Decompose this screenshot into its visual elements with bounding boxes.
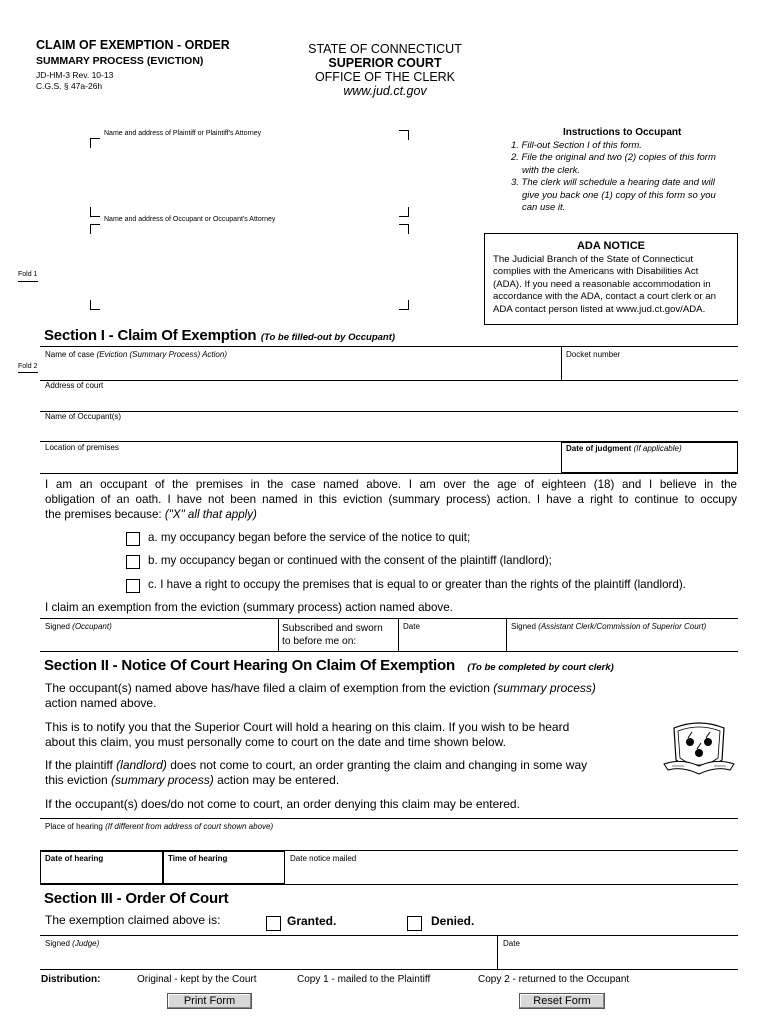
form-number: JD-HM-3 Rev. 10-13 bbox=[36, 70, 114, 80]
rule bbox=[40, 935, 738, 936]
rule bbox=[561, 346, 562, 380]
instruction-item: 1. Fill-out Section I of this form. bbox=[511, 140, 642, 151]
distribution-original: Original - kept by the Court bbox=[137, 974, 257, 985]
section-1-heading bbox=[44, 327, 395, 345]
print-form-button[interactable]: Print Form bbox=[167, 993, 252, 1009]
clerk-signature-input[interactable] bbox=[508, 632, 736, 650]
clerk-signed-hint: (Assistant Clerk/Commission of Superior Court) bbox=[538, 622, 707, 631]
corner-mark bbox=[399, 300, 409, 310]
option-c-checkbox[interactable] bbox=[126, 579, 140, 593]
case-name-hint: (Eviction (Summary Process) Action) bbox=[96, 350, 227, 359]
rule bbox=[40, 411, 738, 412]
premises-input[interactable] bbox=[42, 453, 557, 471]
rule bbox=[40, 618, 738, 619]
claim-statement: I claim an exemption from the eviction (summary process) action named above. bbox=[45, 601, 453, 614]
ada-line: ADA contact person listed at www.jud.ct.gov/ADA. bbox=[493, 303, 706, 315]
section-3-title: Section III - Order Of Court bbox=[44, 890, 229, 907]
statute: C.G.S. § 47a-26h bbox=[36, 81, 103, 91]
state-name: STATE OF CONNECTICUT bbox=[308, 42, 462, 56]
section-1-note: (To be filled-out by Occupant) bbox=[260, 332, 396, 343]
corner-mark bbox=[399, 224, 409, 234]
sworn-text bbox=[282, 622, 383, 648]
hearing-date-box[interactable] bbox=[40, 850, 163, 884]
rule bbox=[40, 473, 738, 474]
occupant-signature-label bbox=[45, 622, 112, 631]
notice-mailed-input[interactable] bbox=[288, 864, 736, 882]
order-date-input[interactable] bbox=[500, 949, 736, 967]
instruction-item: with the clerk. bbox=[522, 164, 581, 176]
sworn-line: to before me on: bbox=[282, 636, 357, 647]
corner-mark bbox=[90, 138, 100, 148]
court-website: www.jud.ct.gov bbox=[343, 84, 427, 98]
p1-italic: (summary process) bbox=[493, 681, 596, 695]
statement-line-text: the premises because: bbox=[45, 508, 162, 521]
premises-label: Location of premises bbox=[45, 443, 119, 452]
reset-form-button[interactable]: Reset Form bbox=[519, 993, 605, 1009]
fold-2-mark bbox=[18, 372, 38, 373]
rule bbox=[40, 346, 738, 347]
corner-mark bbox=[90, 207, 100, 217]
docket-number-input[interactable] bbox=[564, 360, 736, 378]
case-name-label-text: Name of case bbox=[45, 350, 95, 359]
occupant-statement bbox=[45, 477, 737, 522]
p2-line: This is to notify you that the Superior Court will hold a hearing on this claim. If you wish to be heard bbox=[45, 720, 570, 734]
signed-hint: (Occupant) bbox=[72, 622, 112, 631]
judge-hint: (Judge) bbox=[72, 939, 100, 948]
p1-text: The occupant(s) named above has/have filed a claim of exemption from the eviction bbox=[45, 681, 490, 695]
order-date-label: Date bbox=[503, 939, 520, 948]
fold-1-label: Fold 1 bbox=[18, 271, 38, 278]
rule bbox=[497, 935, 498, 969]
place-of-hearing-label bbox=[45, 822, 273, 831]
instruction-item: can use it. bbox=[522, 202, 566, 214]
p3-text: this eviction bbox=[45, 773, 108, 787]
clerk-office: OFFICE OF THE CLERK bbox=[314, 70, 456, 84]
case-name-label bbox=[45, 350, 227, 359]
judge-signature-label bbox=[45, 939, 99, 948]
place-label-text: Place of hearing bbox=[45, 822, 103, 831]
ada-notice-box bbox=[484, 233, 738, 325]
section-2-title: Section II - Notice Of Court Hearing On Claim Of Exemption bbox=[44, 657, 455, 674]
fold-1-mark bbox=[18, 281, 38, 282]
instruction-item: 2. File the original and two (2) copies of this form bbox=[511, 152, 716, 164]
rule bbox=[398, 618, 399, 651]
clerk-signature-label bbox=[511, 622, 706, 631]
hearing-date-label: Date of hearing bbox=[45, 854, 104, 863]
rule bbox=[40, 884, 738, 885]
section-1-title: Section I - Claim Of Exemption bbox=[44, 327, 257, 344]
section-2-heading bbox=[44, 657, 614, 675]
p3-italic: (landlord) bbox=[116, 758, 167, 772]
ada-title: ADA NOTICE bbox=[576, 240, 646, 252]
notice-mailed-label: Date notice mailed bbox=[290, 854, 357, 863]
ada-line: (ADA). If you need a reasonable accommodation in bbox=[493, 278, 711, 290]
granted-label: Granted. bbox=[287, 914, 337, 928]
section-2-paragraph-1 bbox=[45, 681, 596, 711]
judgment-date-label-text: Date of judgment bbox=[566, 444, 632, 453]
p2-line: about this claim, you must personally come to court on the date and time shown below. bbox=[45, 735, 506, 749]
form-title: CLAIM OF EXEMPTION - ORDER bbox=[36, 38, 230, 52]
rule bbox=[40, 380, 738, 381]
instructions-title: Instructions to Occupant bbox=[563, 127, 682, 138]
rule bbox=[40, 969, 738, 970]
rule bbox=[278, 618, 279, 651]
corner-mark bbox=[90, 300, 100, 310]
option-b-text: b. my occupancy began or continued with the consent of the plaintiff (landlord); bbox=[148, 554, 552, 567]
distribution-label: Distribution: bbox=[41, 974, 101, 985]
ada-line: complies with the Americans with Disabilities Act bbox=[493, 266, 699, 278]
plaintiff-address-field[interactable] bbox=[100, 142, 400, 210]
option-b-checkbox[interactable] bbox=[126, 555, 140, 569]
clerk-signed-label-text: Signed bbox=[511, 622, 536, 631]
p3-text: does not come to court, an order granting the claim and changing in some way bbox=[170, 758, 588, 772]
sworn-date-label: Date bbox=[403, 622, 420, 631]
corner-mark bbox=[90, 224, 100, 234]
occupants-name-label: Name of Occupant(s) bbox=[45, 412, 122, 421]
statement-line-3 bbox=[45, 507, 737, 522]
denied-label: Denied. bbox=[431, 914, 475, 928]
court-address-input[interactable] bbox=[42, 391, 736, 409]
judge-label-text: Signed bbox=[45, 939, 70, 948]
p3-text: action may be entered. bbox=[217, 773, 340, 787]
docket-number-label: Docket number bbox=[566, 350, 621, 359]
place-of-hearing-input[interactable] bbox=[42, 832, 736, 848]
instruction-item: 3. The clerk will schedule a hearing date and will bbox=[511, 177, 715, 189]
section-2-note: (To be completed by court clerk) bbox=[467, 662, 614, 673]
exemption-text: The exemption claimed above is: bbox=[45, 913, 221, 927]
ada-line: The Judicial Branch of the State of Connecticut bbox=[493, 254, 693, 265]
plaintiff-address-label: Name and address of Plaintiff or Plaintiff's Attorney bbox=[104, 130, 262, 137]
court-header bbox=[280, 42, 490, 98]
section-2-paragraph-2 bbox=[45, 720, 569, 750]
section-2-paragraph-3 bbox=[45, 758, 587, 788]
connecticut-seal-icon bbox=[662, 720, 736, 780]
judgment-date-hint: (If applicable) bbox=[633, 444, 682, 453]
p1-text-end: action named above. bbox=[45, 696, 157, 710]
place-hint: (If different from address of court shown above) bbox=[105, 822, 274, 831]
corner-mark bbox=[399, 130, 409, 140]
hearing-time-label: Time of hearing bbox=[168, 854, 228, 863]
option-a-text: a. my occupancy began before the service of the notice to quit; bbox=[148, 531, 471, 544]
occupants-name-input[interactable] bbox=[42, 422, 736, 440]
judgment-date-box[interactable] bbox=[561, 441, 738, 473]
p3-italic: (summary process) bbox=[111, 773, 214, 787]
option-a-checkbox[interactable] bbox=[126, 532, 140, 546]
instructions-list bbox=[511, 140, 716, 214]
court-address-label: Address of court bbox=[45, 381, 104, 390]
occupant-address-label: Name and address of Occupant or Occupant's Attorney bbox=[104, 216, 276, 223]
rule bbox=[40, 651, 738, 652]
ada-line: accordance with the ADA, contact a court clerk or an bbox=[493, 291, 716, 303]
denied-checkbox[interactable] bbox=[407, 916, 422, 931]
corner-mark bbox=[399, 207, 409, 217]
signed-label-text: Signed bbox=[45, 622, 70, 631]
statement-hint: ("X" all that apply) bbox=[164, 508, 257, 521]
instruction-item: give you back one (1) copy of this form so you bbox=[522, 189, 716, 201]
p3-text: If the plaintiff bbox=[45, 758, 113, 772]
occupant-address-field[interactable] bbox=[100, 228, 400, 302]
sworn-date-input[interactable] bbox=[400, 632, 504, 650]
hearing-time-box[interactable] bbox=[163, 850, 285, 884]
option-c-text: c. I have a right to occupy the premises that is equal to or greater than the rights of the plaintiff (landlord). bbox=[148, 578, 686, 591]
rule bbox=[40, 818, 738, 819]
case-name-input[interactable] bbox=[42, 360, 557, 378]
statement-line: obligation of an oath. I have not been named in this eviction (summary process) action. I have a right to continue to occupy bbox=[45, 493, 737, 506]
ada-text bbox=[485, 252, 737, 316]
judge-signature-input[interactable] bbox=[42, 949, 492, 967]
sworn-line: Subscribed and sworn bbox=[282, 623, 383, 634]
form-subtitle: SUMMARY PROCESS (EVICTION) bbox=[36, 55, 204, 67]
court-name: SUPERIOR COURT bbox=[328, 56, 442, 70]
fold-2-label: Fold 2 bbox=[18, 363, 38, 370]
judgment-date-label bbox=[562, 443, 737, 453]
rule bbox=[506, 618, 507, 651]
occupant-signature-input[interactable] bbox=[42, 632, 274, 650]
granted-checkbox[interactable] bbox=[266, 916, 281, 931]
distribution-copy-1: Copy 1 - mailed to the Plaintiff bbox=[297, 974, 431, 985]
distribution-copy-2: Copy 2 - returned to the Occupant bbox=[478, 974, 630, 985]
statement-line: I am an occupant of the premises in the case named above. I am over the age of eighteen (18) and I believe in the bbox=[45, 478, 737, 491]
section-2-paragraph-4: If the occupant(s) does/do not come to court, an order denying this claim may be entered. bbox=[45, 797, 520, 811]
